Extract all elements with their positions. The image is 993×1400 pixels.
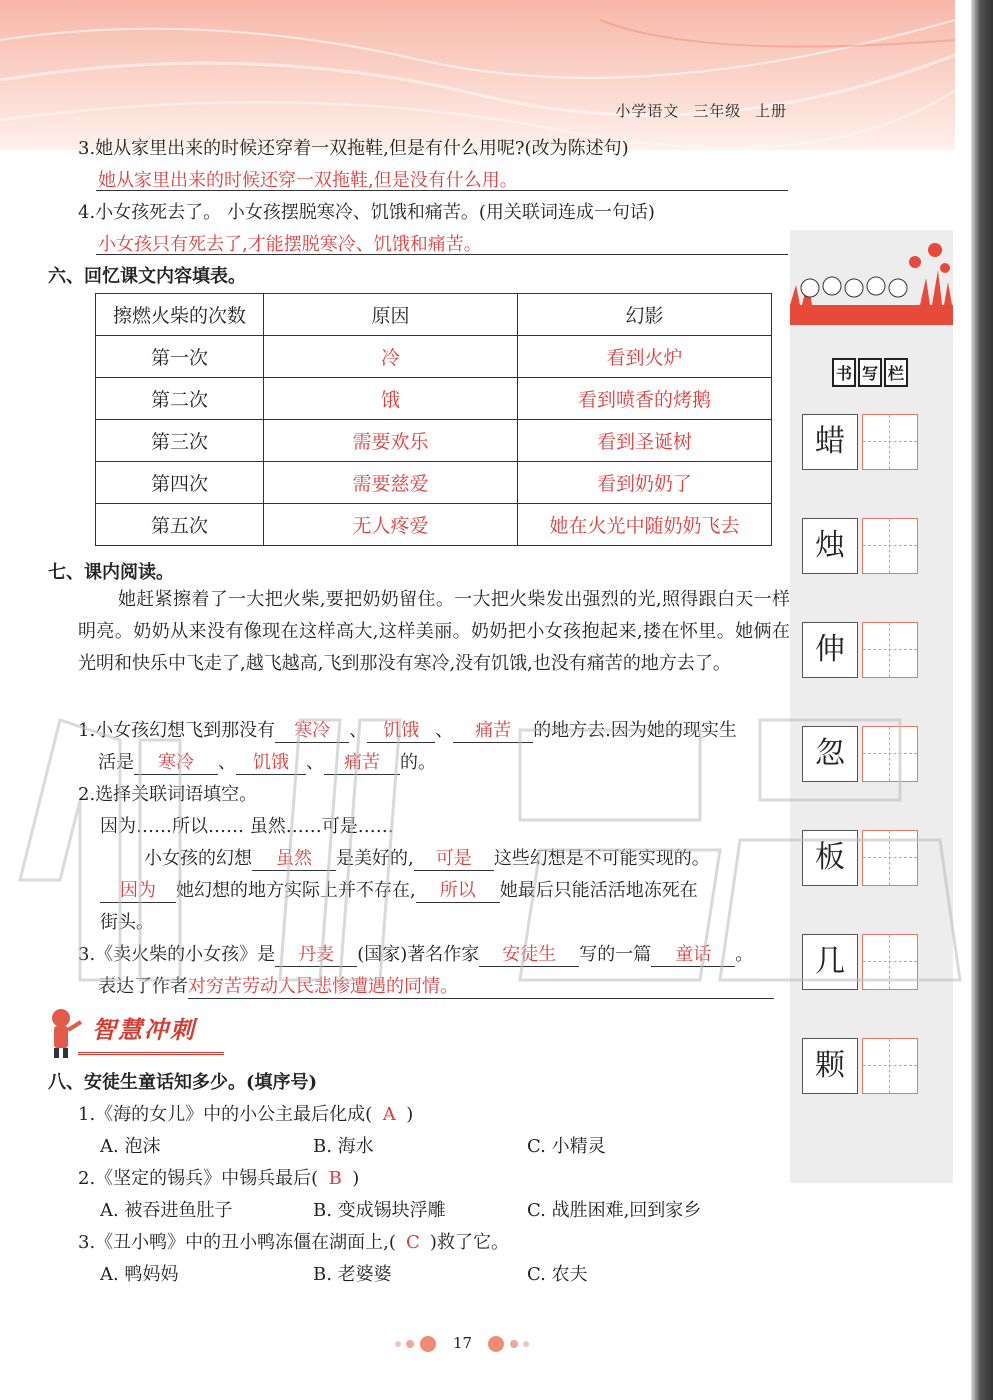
s7-q1-line1 [78,716,737,743]
subject-text: 小学语文 [615,102,680,120]
cell-count: 第三次 [96,420,264,462]
s8-q3-answer: C [406,1232,420,1253]
grid-char: 板 [815,840,845,875]
cell-count: 第二次 [96,378,264,420]
sprint-title: 智慧冲刺 [92,1016,196,1044]
separator: 、 [349,720,368,741]
s8-q1-option-c: C. 小精灵 [527,1136,606,1157]
s8-q2-option-a: A. 被吞进鱼肚子 [100,1200,233,1221]
s7-q2-line3: 街头。 [100,912,154,933]
grade-text: 三年级 [693,102,742,120]
text: )救了它。 [429,1232,509,1253]
separator: 、 [218,752,236,773]
header-band [0,0,955,150]
s7-q2-blank-4: 所以 [416,876,500,903]
s8-q1-option-a: A. 泡沫 [100,1136,161,1157]
grid-cell-practice[interactable] [862,934,918,990]
cell-count: 第四次 [96,462,264,504]
text: 表达了作者 [98,976,188,997]
th-count: 擦燃火柴的次数 [96,294,264,336]
text: ) [406,1104,414,1125]
cell-vision: 看到圣诞树 [518,420,772,462]
recall-table [95,293,772,546]
s5-q4-text: 4.小女孩死去了。 小女孩摆脱寒冷、饥饿和痛苦。(用关联词连成一句话) [78,202,655,223]
page-number: 17 [452,1334,473,1352]
grid-char: 烛 [815,528,845,563]
s7-q1-blank-b2: 饥饿 [236,748,306,775]
text: 她幻想的地方实际上并不存在, [176,880,416,901]
text: 。 [735,944,754,965]
subject-label [615,100,787,121]
grid-char: 忽 [815,736,845,771]
cell-reason: 冷 [264,336,518,378]
text: 她最后只能活活地冻死在 [499,880,698,901]
writing-sidebar [790,230,953,1183]
s8-q2-option-b: B. 变成锡块浮雕 [313,1200,446,1221]
text: ) [352,1168,360,1189]
text: 小女孩的幻想 [144,848,252,869]
text: 3.《卖火柴的小女孩》是 [78,944,276,965]
s5-q4-answer: 小女孩只有死去了,才能摆脱寒冷、饥饿和痛苦。 [98,234,482,255]
s7-q2-line2 [100,876,698,903]
s7-q1-end: 的。 [400,752,436,773]
sidebar-title-char: 写 [858,358,882,387]
reading-passage: 她赶紧擦着了一大把火柴,要把奶奶留住。一大把火柴发出强烈的光,照得跟白天一样明亮。奶奶从来没有像现在这样高大,这样美丽。奶奶把小女孩抱起来,搂在怀里。她俩在光明和快乐中飞走了,越飞越高,飞到那没有寒冷,没有饥饿,也没有痛苦的地方去了。 [78,589,790,674]
s7-q1-prompt-b: 活是 [98,752,134,773]
s7-q3-blank-author: 安徒生 [479,940,579,967]
text: 写的一篇 [579,944,652,965]
grid-cell-practice[interactable] [862,830,918,886]
s8-q1-option-b: B. 海水 [313,1136,374,1157]
book-spine [971,0,993,1400]
section7-title: 七、课内阅读。 [48,562,174,583]
cell-vision: 看到奶奶了 [518,462,772,504]
writing-grid-row [802,830,918,886]
s8-q3-option-a: A. 鸭妈妈 [100,1264,179,1285]
writing-grid-row [802,726,918,782]
th-vision: 幻影 [518,294,772,336]
table-row [96,462,772,504]
s8-q2-option-c: C. 战胜困难,回到家乡 [527,1200,702,1221]
grid-cell-practice[interactable] [862,414,918,470]
s8-q1 [78,1100,413,1126]
grid-char: 伸 [815,632,845,667]
grid-cell-sample [802,414,858,470]
s5-q3-answer: 她从家里出来的时候还穿一双拖鞋,但是没有什么用。 [98,170,518,191]
s7-q1-blank-a2: 饥饿 [367,716,435,743]
s7-q2-line1 [144,844,710,871]
grid-cell-sample [802,934,858,990]
cell-vision: 看到火炉 [518,336,772,378]
grid-char: 几 [815,944,845,979]
grid-cell-sample [802,622,858,678]
cell-reason: 需要慈爱 [264,462,518,504]
s8-q2-answer: B [328,1168,342,1189]
sidebar-title [832,358,910,387]
writing-grid-row [802,622,918,678]
sidebar-title-char: 栏 [884,358,908,387]
separator: 、 [306,752,324,773]
text: 这些幻想是不可能实现的。 [493,848,710,869]
sprint-underline [78,1052,224,1055]
grid-cell-practice[interactable] [862,1038,918,1094]
table-row [96,504,772,546]
grid-char: 蜡 [815,424,845,459]
s7-q1-line2 [98,748,436,775]
s7-q3-blank-country: 丹麦 [275,940,357,967]
s7-q3-line2 [98,972,774,999]
cell-vision: 她在火光中随奶奶飞去 [518,504,772,546]
grid-cell-practice[interactable] [862,622,918,678]
cell-count: 第五次 [96,504,264,546]
s5-q3-underline [96,190,788,191]
writing-grid-row [802,934,918,990]
grid-char: 颗 [815,1048,845,1083]
separator: 、 [435,720,454,741]
section8-title: 八、安徒生童话知多少。(填序号) [48,1072,318,1093]
text: 1.《海的女儿》中的小公主最后化成( [78,1104,373,1125]
s8-q2 [78,1164,359,1190]
writing-grid-row [802,1038,918,1094]
grid-cell-practice[interactable] [862,518,918,574]
s5-q3-text: 3.她从家里出来的时候还穿着一双拖鞋,但是有什么用呢?(改为陈述句) [78,138,629,159]
s7-q2-blank-3: 因为 [100,876,176,903]
s7-q2-blank-2: 可是 [414,844,494,871]
section6-title: 六、回忆课文内容填表。 [48,266,246,287]
s7-q3-line1 [78,940,753,967]
s7-q1-blank-b1: 寒冷 [134,748,218,775]
s8-q3-option-b: B. 老婆婆 [313,1264,392,1285]
s7-q1-blank-a3: 痛苦 [453,716,533,743]
s7-q3-blank-genre: 童话 [651,940,735,967]
cell-reason: 需要欢乐 [264,420,518,462]
s8-q3-option-c: C. 农夫 [527,1264,588,1285]
cell-vision: 看到喷香的烤鹅 [518,378,772,420]
s7-q1-prompt: 1.小女孩幻想飞到那没有 [78,720,276,741]
text: 是美好的, [336,848,414,869]
text: 3.《丑小鸭》中的丑小鸭冻僵在湖面上,( [78,1232,396,1253]
grid-cell-sample [802,1038,858,1094]
table-row [96,420,772,462]
text: (国家)著名作家 [357,944,480,965]
page-number-footer [380,1326,545,1362]
writing-grid-row [802,414,918,470]
grid-cell-practice[interactable] [862,726,918,782]
header-wave-decoration [0,0,955,150]
text: 2.《坚定的锡兵》中锡兵最后( [78,1168,319,1189]
s7-q2-title: 2.选择关联词语填空。 [78,784,258,805]
th-reason: 原因 [264,294,518,336]
s7-q1-blank-b3: 痛苦 [324,748,400,775]
table-row [96,336,772,378]
sidebar-title-char: 书 [832,358,856,387]
s8-q1-answer: A [382,1104,396,1125]
table-header-row [96,294,772,336]
cell-reason: 饿 [264,378,518,420]
grid-cell-sample [802,726,858,782]
grid-cell-sample [802,830,858,886]
volume-text: 上册 [754,102,787,120]
s7-q1-prompt-cont: 的地方去.因为她的现实生 [533,720,737,741]
kids-flowers-decoration-icon [790,230,953,330]
s7-q2-options: 因为……所以…… 虽然……可是…… [100,816,394,837]
s8-q3 [78,1228,509,1254]
s7-q2-blank-1: 虽然 [252,844,336,871]
s7-q3-blank-feeling: 对穷苦劳动人民悲惨遭遇的同情。 [188,972,774,999]
grid-cell-sample [802,518,858,574]
table-row [96,378,772,420]
s7-q1-blank-a1: 寒冷 [275,716,349,743]
cell-count: 第一次 [96,336,264,378]
s5-q4-underline [96,254,788,255]
cell-reason: 无人疼爱 [264,504,518,546]
writing-grid-row [802,518,918,574]
